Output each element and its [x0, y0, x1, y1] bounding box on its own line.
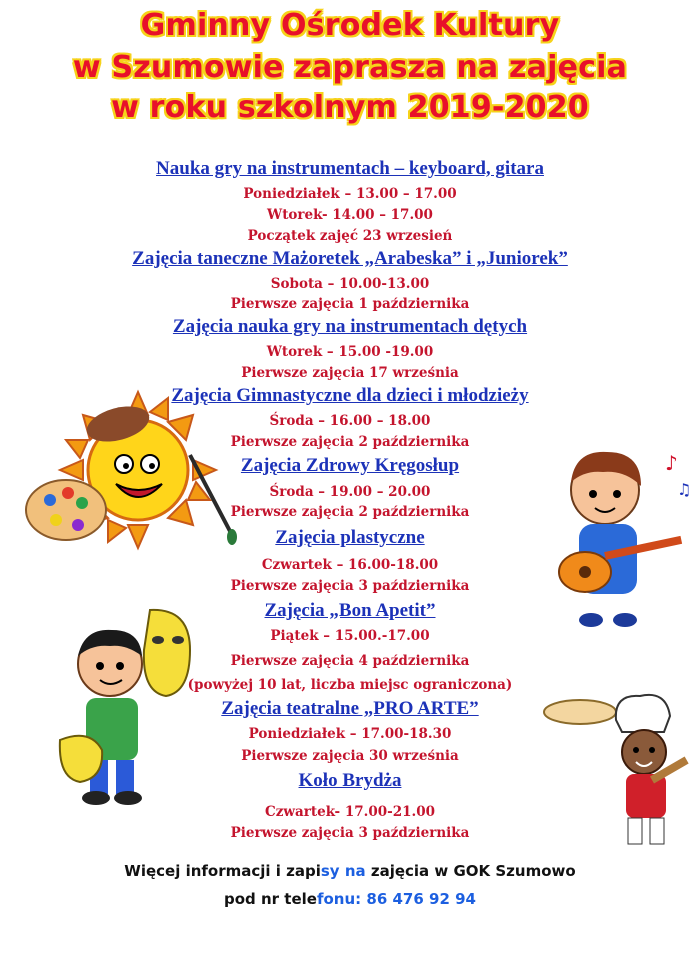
poster-title-line-3: w roku szkolnym 2019-2020	[111, 90, 589, 125]
section-detail: Poniedziałek – 13.00 – 17.00	[243, 186, 457, 202]
footer-text: zajęcia w GOK Szumowo	[365, 862, 576, 880]
section-detail: Początek zajęć 23 wrzesień	[247, 228, 453, 244]
section-detail: Czwartek- 17.00-21.00	[265, 804, 435, 820]
section-detail: Pierwsze zajęcia 3 października	[230, 578, 470, 594]
section-heading-wind-instruments: Zajęcia nauka gry na instrumentach dętych	[172, 316, 528, 337]
section-detail: Poniedziałek – 17.00-18.30	[248, 726, 452, 742]
section-heading-majorettes: Zajęcia taneczne Mażoretek „Arabeska” i „Juniorek”	[132, 248, 568, 269]
section-detail: Pierwsze zajęcia 17 września	[241, 365, 459, 381]
section-detail: Pierwsze zajęcia 3 października	[230, 825, 470, 841]
sun-painter-icon	[20, 385, 250, 565]
svg-text:♪: ♪	[665, 451, 678, 475]
footer-highlight: na	[339, 862, 366, 880]
footer-highlight: sy	[320, 862, 340, 880]
footer-phone-line	[0, 890, 700, 908]
section-heading-theatre: Zajęcia teatralne „PRO ARTE”	[221, 698, 479, 719]
section-detail: Pierwsze zajęcia 30 września	[241, 748, 459, 764]
section-detail: Środa – 19.00 – 20.00	[269, 484, 431, 500]
footer-info-line	[0, 862, 700, 880]
section-detail: Pierwsze zajęcia 4 października	[230, 653, 470, 669]
section-heading-art: Zajęcia plastyczne	[275, 527, 425, 548]
section-heading-gymnastics: Zajęcia Gimnastyczne dla dzieci i młodzieży	[171, 385, 529, 406]
chef-kid-icon	[540, 680, 695, 855]
section-heading-bon-apetit: Zajęcia „Bon Apetit”	[264, 600, 436, 621]
section-detail: Pierwsze zajęcia 1 października	[230, 296, 470, 312]
boy-guitar-icon	[545, 440, 695, 635]
poster-title-line-2: w Szumowie zaprasza na zajęcia	[72, 50, 628, 85]
section-detail: Wtorek- 14.00 – 17.00	[267, 207, 433, 223]
section-detail: Środa – 16.00 – 18.00	[269, 413, 431, 429]
boy-masks-icon	[50, 600, 210, 810]
section-detail: Pierwsze zajęcia 2 października	[230, 504, 470, 520]
section-detail: Piątek – 15.00.-17.00	[270, 628, 430, 644]
poster-title-line-1: Gminny Ośrodek Kultury	[140, 8, 560, 43]
section-detail: Wtorek – 15.00 -19.00	[266, 344, 434, 360]
footer-text: pod nr tele	[224, 890, 317, 908]
footer-phone-number: fonu: 86 476 92 94	[316, 890, 476, 908]
section-heading-keyboard-guitar: Nauka gry na instrumentach – keyboard, gitara	[156, 158, 544, 179]
section-heading-healthy-spine: Zajęcia Zdrowy Kręgosłup	[240, 455, 460, 476]
section-detail: Sobota – 10.00-13.00	[270, 276, 430, 292]
section-detail: Pierwsze zajęcia 2 października	[230, 434, 470, 450]
section-detail: (powyżej 10 lat, liczba miejsc ograniczona)	[187, 677, 513, 693]
svg-text:♫: ♫	[677, 480, 692, 499]
section-detail: Czwartek – 16.00-18.00	[261, 557, 439, 573]
footer-text: Więcej informacji i zapi	[124, 862, 321, 880]
section-heading-bridge-club: Koło Brydża	[298, 770, 402, 791]
